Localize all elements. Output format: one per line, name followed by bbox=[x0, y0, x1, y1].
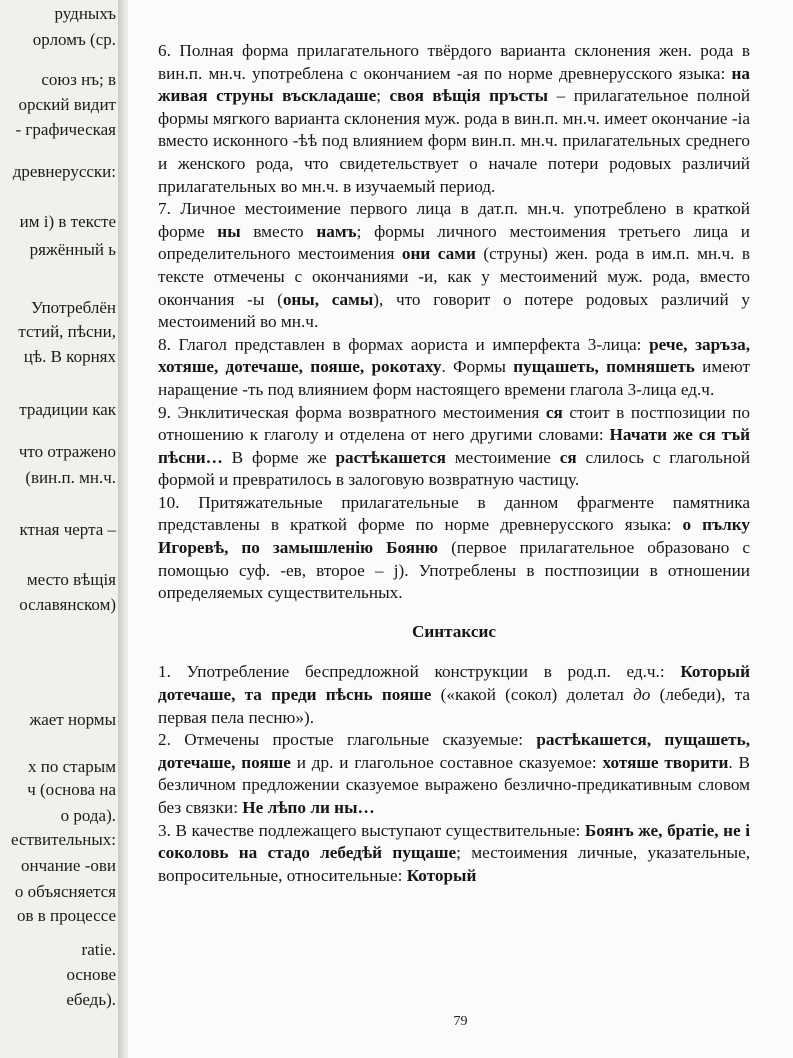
text-segment: В форме же bbox=[222, 447, 336, 467]
left-page-line: им і) в тексте bbox=[19, 212, 116, 231]
page-text bbox=[158, 40, 750, 887]
text-segment: вместо bbox=[240, 221, 317, 241]
old-russian-quote: растѣкашется, пущашеть, дотечаше, пояше bbox=[158, 730, 750, 772]
left-page-line: ончание -ови bbox=[21, 856, 116, 875]
left-page-line: ебедь). bbox=[66, 990, 116, 1009]
left-page-line: жает нормы bbox=[29, 710, 116, 729]
left-page-line: ов в процессе bbox=[16, 906, 116, 925]
text-segment: 8. Глагол представлен в формах аориста и имперфекта 3-лица: bbox=[158, 334, 650, 354]
left-page-line: (вин.п. мн.ч. bbox=[25, 468, 116, 487]
old-russian-quote: Не лѣпо ли ны… bbox=[242, 798, 375, 817]
text-segment: (первое прилагательное образовано с помощью суф. -ев, второе – j). Употреблены в постпозиции в отношении определяемых существительных. bbox=[158, 538, 750, 603]
left-page-line: орский видит bbox=[18, 95, 116, 114]
left-page-line: древнерусски: bbox=[12, 162, 116, 181]
left-page-line: место вѣщія bbox=[26, 570, 116, 589]
left-page-line: союз нъ; в bbox=[41, 70, 116, 89]
text-segment: (струны) жен. рода в им.п. мн.ч. в тексте отмечены с окончаниями -и, как у местоимений муж. рода, вместо окончания -ы ( bbox=[158, 244, 750, 309]
old-russian-quote: ны bbox=[217, 221, 241, 241]
text-segment: и др. и глагольное составное сказуемое: bbox=[290, 752, 603, 772]
left-page-line: о рода). bbox=[60, 806, 116, 825]
page-number: 79 bbox=[453, 1014, 468, 1029]
old-russian-quote: оны, самы bbox=[282, 289, 374, 309]
text-segment: ; формы личного местоимения третьего лица и определительного местоимения bbox=[158, 221, 750, 264]
text-segment: 6. Полная форма прилагательного твёрдого варианта склонения жен. рода в вин.п. мн.ч. употреблена с окончанием -ая по норме древнерусского языка: bbox=[158, 41, 750, 83]
old-russian-quote: своя вѣщія пръсты bbox=[389, 86, 549, 106]
left-page-line: ктная черта – bbox=[19, 520, 116, 539]
text-segment: 3. В качестве подлежащего выступают существительные: bbox=[158, 820, 585, 840]
text-segment: местоимение bbox=[445, 447, 560, 467]
left-page bbox=[0, 0, 120, 1058]
old-russian-quote: Боянъ же, братіе, не і соколовь на стадо лебедѣй пущаше bbox=[158, 820, 751, 863]
old-russian-quote: Начати же ся тъй пѣсни… bbox=[158, 425, 751, 467]
left-page-line: цѣ. В корнях bbox=[23, 347, 116, 366]
left-page-line: тстий, пѣсни, bbox=[18, 322, 116, 341]
old-russian-quote: они сами bbox=[401, 244, 476, 264]
text-segment: 7. Личное местоимение первого лица в дат.п. мн.ч. употреблено в краткой форме bbox=[158, 199, 750, 241]
old-russian-quote: о пълку Игоревѣ, по замышленію Бояню bbox=[158, 515, 751, 558]
old-russian-quote: рече, заръза, хотяше, дотечаше, пояше, рокотаху bbox=[158, 334, 750, 377]
left-page-line: ratіе. bbox=[81, 940, 116, 959]
text-segment: ; bbox=[376, 86, 390, 106]
old-russian-quote: на живая струны въскладаше bbox=[158, 63, 750, 106]
syntax-section bbox=[158, 661, 750, 887]
left-page-line: о объясняется bbox=[14, 882, 116, 901]
old-russian-quote: хотяше творити bbox=[602, 752, 729, 772]
old-russian-quote: Который дотечаше, та преди пѣснь пояше bbox=[158, 662, 750, 705]
left-page-line: - графическая bbox=[15, 120, 116, 139]
old-russian-quote: Который bbox=[406, 865, 477, 885]
text-segment: до bbox=[633, 685, 651, 705]
text-segment: 1. Употребление беспредложной конструкции в род.п. ед.ч.: bbox=[158, 662, 681, 682]
text-segment: 9. Энклитическая форма возвратного местоимения bbox=[158, 402, 546, 422]
paragraph bbox=[158, 334, 750, 402]
left-page-line: традиции как bbox=[19, 400, 116, 419]
paragraph bbox=[158, 198, 750, 334]
text-segment: 10. Притяжательные прилагательные в данном фрагменте памятника представлены в краткой форме по норме древнерусского языка: bbox=[158, 492, 750, 535]
text-segment: имеют наращение -ть под влиянием форм настоящего времени глагола 3-лица ед.ч. bbox=[158, 357, 750, 399]
left-page-line: ествительных: bbox=[10, 830, 116, 849]
section-heading: Синтаксис bbox=[411, 621, 497, 641]
left-page-line: ч (основа на bbox=[27, 780, 116, 799]
paragraph bbox=[158, 402, 750, 492]
old-russian-quote: растѣкашется bbox=[335, 447, 446, 467]
text-segment: ; местоимения личные, указательные, вопросительные, относительные: bbox=[158, 843, 750, 885]
text-segment: . Формы bbox=[441, 357, 514, 377]
paragraph bbox=[158, 40, 750, 198]
morphology-section bbox=[158, 40, 750, 605]
left-page-line: основе bbox=[66, 965, 116, 984]
text-segment: ), что говорит о потере родовых различий у местоимений во мн.ч. bbox=[158, 289, 750, 332]
paragraph bbox=[158, 820, 750, 888]
left-page-line: Употреблён bbox=[31, 298, 116, 317]
left-page-line: рудныхъ bbox=[54, 4, 116, 23]
paragraph bbox=[158, 492, 750, 605]
old-russian-quote: ся bbox=[545, 402, 563, 422]
old-russian-quote: пущашеть, помняшеть bbox=[513, 357, 695, 377]
paragraph bbox=[158, 661, 750, 729]
old-russian-quote: намъ bbox=[316, 221, 357, 241]
right-page bbox=[128, 0, 793, 1058]
text-segment: (лебеди), та первая пела песню»). bbox=[158, 685, 750, 727]
left-page-line: ряжённый ь bbox=[29, 240, 116, 259]
left-page-line: ославянском) bbox=[19, 595, 116, 614]
text-segment: («какой (сокол) долетал bbox=[431, 685, 634, 705]
paragraph bbox=[158, 729, 750, 819]
text-segment: – прилагательное полной формы мягкого варианта склонения муж. рода в вин.п. мн.ч. имеет окончание -іа вместо исконного -ѣѣ под влиянием форм вин.п. мн.ч. прилагательных среднего и женского рода, что свидетельствует о начале потери родовых различий прилагательных во мн.ч. в изучаемый период. bbox=[158, 86, 751, 196]
left-page-line: орломъ (ср. bbox=[32, 30, 116, 49]
left-page-line: что отражено bbox=[18, 442, 116, 461]
left-page-line: х по старым bbox=[27, 757, 116, 776]
text-segment: стоит в постпозиции по отношению к глаголу и отделена от него другими словами: bbox=[158, 402, 751, 445]
old-russian-quote: ся bbox=[559, 447, 577, 467]
text-segment: 2. Отмечены простые глагольные сказуемые: bbox=[158, 730, 537, 750]
text-segment: . В безличном предложении сказуемое выражено безлично-предикативным словом без связки: bbox=[158, 752, 750, 817]
text-segment: слилось с глагольной формой и превратилось в залоговую возвратную частицу. bbox=[158, 447, 751, 490]
